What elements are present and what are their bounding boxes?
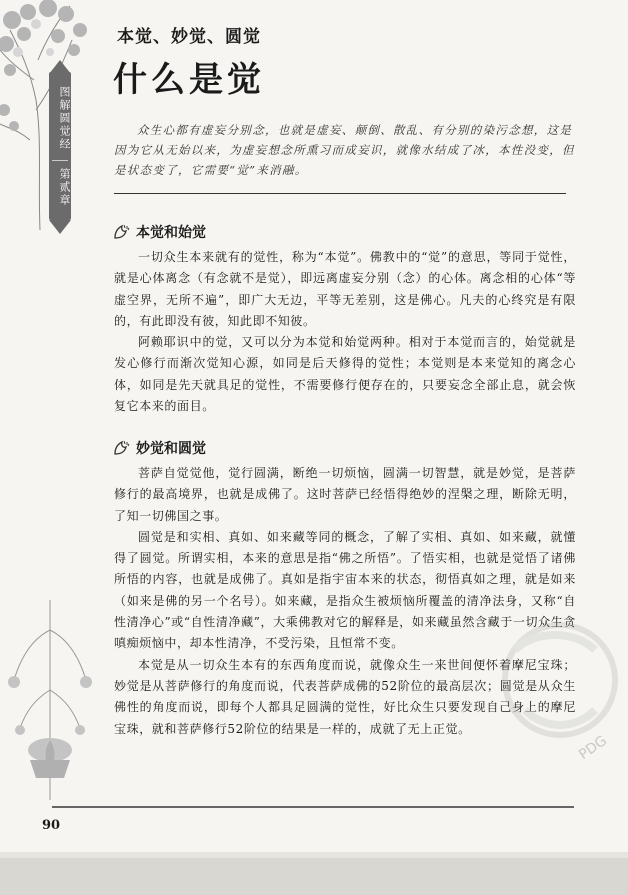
paragraph: 菩萨自觉觉他，觉行圆满，断绝一切烦恼，圆满一切智慧，就是妙觉，是菩萨修行的最高境界，也就是成佛了。这时菩萨已经悟得绝妙的涅槃之理，断除无明，了知一切佛国之事。	[114, 466, 576, 523]
lotus-ornament-illustration	[0, 600, 100, 830]
side-tab-book-title: 图解圆觉经	[58, 86, 71, 151]
intro-paragraph: 众生心都有虚妄分别念，也就是虚妄、颠倒、散乱、有分别的染污念想，这是因为它从无始以来，为虚妄想念所熏习而成妄识，就像水结成了冰，本性没变，但是状态变了，它需要“觉”来消融。	[114, 123, 575, 177]
page-number: 90	[42, 818, 61, 833]
footer-divider	[52, 806, 574, 808]
lotus-hand-icon	[112, 438, 132, 458]
side-tab-tail	[49, 220, 71, 234]
page-title: 什么是觉	[113, 60, 265, 100]
paragraph: 本觉是从一切众生本有的东西角度而说，就像众生一来世间便怀着摩尼宝珠；妙觉是从菩萨修行的角度而说，代表菩萨成佛的52阶位的最高层次；圆觉是从众生佛性的角度而说，即每个人都具足圆满的觉性，好比众生只要发现自己身上的摩尼宝珠，就和菩萨修行52阶位的结果是一样的，成就了无上正觉。	[114, 657, 576, 736]
section-heading-1-label: 本觉和始觉	[136, 225, 206, 241]
lotus-hand-icon	[112, 222, 132, 242]
side-tab-chapter: 第贰章	[58, 168, 71, 207]
paragraph: 一切众生本来就有的觉性，称为“本觉”。佛教中的“觉”的意思，等同于觉性，就是心体离念（有念就不是觉），即远离虚妄分别（念）的心体。离念相的心体“等虚空界，无所不遍”，即广大无边，平等无差别，这是佛心。凡夫的心终究是有限的，有此即没有彼，知此即不知彼。	[114, 250, 576, 328]
paragraph: 阿赖耶识中的觉，又可以分为本觉和始觉两种。相对于本觉而言的，始觉就是发心修行而渐次觉知心源，如同是后天修得的觉性；本觉则是本来觉知的离念心体，如同是先天就具足的觉性，不需要修行便存在的，只要妄念全部止息，就会恢复它本来的面目。	[114, 335, 576, 414]
side-tab-divider	[52, 160, 68, 161]
paragraph: 圆觉是和实相、真如、如来藏等同的概念，了解了实相、真如、如来藏，就懂得了圆觉。所谓实相，本来的意思是指“佛之所悟”。了悟实相，也就是觉悟了诸佛所悟的内容，也就是成佛了。真如是指宇宙本来的状态，彻悟真如之理，就是如来（如来是佛的另一个名号）。如来藏，是指众生被烦恼所覆盖的清净法身，又称“自性清净心”或“自性清净藏”，大乘佛教对它的解释是，如来藏虽然含藏于一切众生贪嗔痴烦恼中，却本性清净，不受污染，且恒常不变。	[114, 529, 576, 651]
intro-divider	[114, 193, 566, 194]
section-heading-2-label: 妙觉和圆觉	[136, 441, 206, 457]
section-heading-2	[112, 438, 206, 458]
page-subtitle: 本觉、妙觉、圆觉	[117, 27, 261, 47]
section-1-body	[114, 247, 576, 417]
page-bottom-edge	[0, 858, 628, 895]
watermark-text: PDG	[576, 732, 610, 764]
section-heading-1	[112, 222, 206, 242]
tree-illustration	[0, 0, 96, 230]
